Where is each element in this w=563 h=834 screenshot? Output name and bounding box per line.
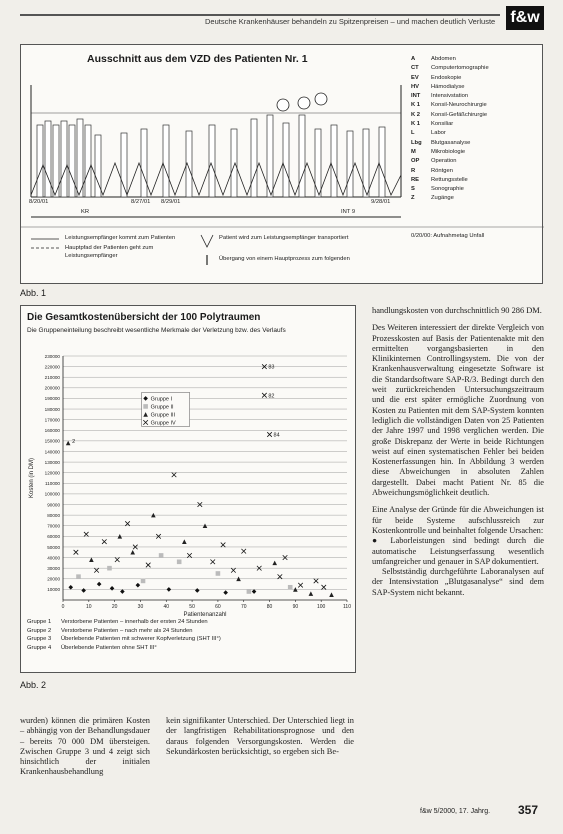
body-column-left — [20, 716, 150, 778]
legend-row — [411, 55, 539, 64]
body-paragraph: handlungskosten von durchschnittlich 90 286 DM. — [372, 306, 542, 315]
y-tick-label: 130000 — [44, 459, 60, 465]
legend-text: Intensivstation — [431, 93, 469, 100]
footer-journal: f&w 5/2000, 17. Jahrg. — [420, 808, 491, 815]
y-tick-label: 70000 — [47, 523, 60, 529]
figure-2-caption: Abb. 2 — [20, 680, 47, 690]
group-note-text: Überlebende Patienten mit schwerer Kopfverletzung (SHT III°) — [61, 636, 221, 642]
legend-row — [411, 92, 539, 101]
x-tick-label: 10 — [86, 604, 92, 610]
point-annotation: 83 — [268, 364, 275, 371]
data-point — [107, 566, 112, 571]
legend-text: Labor — [431, 130, 446, 137]
abbreviation-legend — [411, 55, 539, 204]
axis-date-4: 9/28/01 — [371, 199, 391, 205]
data-point — [110, 586, 115, 591]
data-point — [267, 432, 272, 437]
legend-row — [411, 185, 539, 194]
y-tick-label: 210000 — [44, 375, 60, 381]
group-note — [27, 644, 347, 653]
data-point — [68, 585, 73, 590]
data-point — [141, 579, 146, 584]
x-tick-label: 40 — [163, 604, 170, 610]
running-title: Deutsche Krankenhäuser behandeln zu Spitzenpreisen – und machen deutlich Verluste — [205, 17, 495, 26]
axis-date-1: 8/20/01 — [29, 199, 49, 205]
data-point — [278, 574, 283, 579]
data-point — [84, 532, 89, 537]
data-point — [223, 590, 228, 595]
legend-series-name: Gruppe I — [150, 396, 173, 403]
data-point — [187, 553, 192, 558]
x-tick-label: 80 — [266, 604, 273, 610]
data-point — [241, 549, 246, 554]
clock-icons — [277, 93, 327, 111]
x-tick-label: 0 — [61, 604, 65, 610]
legend-text: Konsil-Neurochirurgie — [431, 102, 487, 109]
axis-date-2: 8/27/01 — [131, 199, 151, 205]
data-point — [221, 543, 226, 548]
legend-text: Endoskopie — [431, 74, 462, 81]
body-column-middle — [166, 716, 354, 757]
group-notes — [27, 618, 347, 652]
legend-row — [411, 83, 539, 92]
x-tick-label: 50 — [189, 604, 195, 610]
legend-text: Abdomen — [431, 56, 456, 62]
data-point — [172, 473, 177, 478]
group-note-label: Gruppe 3 — [27, 636, 52, 642]
legend-row — [411, 157, 539, 166]
legend-text-3: Patient wird zum Leistungsempfänger transportiert — [219, 235, 349, 241]
legend-row — [411, 167, 539, 176]
body-paragraph: Selbstständig durchgeführte Laboranalysen auf der Intensivstation „Blutgasanalyse“ sind dem SAP-System nicht bekannt. — [372, 567, 544, 597]
legend-code: A — [411, 56, 416, 62]
y-tick-label: 60000 — [47, 534, 60, 540]
data-point — [262, 393, 267, 398]
legend-code: EV — [411, 74, 419, 81]
legend-code: OP — [411, 158, 420, 165]
point-annotation: 2 — [72, 438, 76, 445]
legend-code: INT — [411, 93, 421, 100]
legend-code: CT — [411, 65, 419, 72]
y-tick-label: 80000 — [47, 512, 60, 518]
y-tick-label: 30000 — [47, 565, 60, 571]
y-tick-label: 100000 — [44, 491, 60, 497]
data-point — [120, 589, 125, 594]
legend-text: Hämodialyse — [431, 83, 465, 90]
header-rule — [20, 14, 500, 16]
data-point — [309, 591, 314, 596]
body-paragraph: kein signifikanter Unterschied. Der Unterschied liegt in der langfristigen Rehabilitationsprognose und den daraus folgenden Versorgungskosten. Werden die Sekundärkosten berücksichtigt, so ergeben sich Be- — [166, 716, 354, 756]
y-tick-label: 220000 — [44, 364, 60, 370]
legend-text: Konsiliar — [431, 121, 454, 128]
group-note-text: Überlebende Patienten ohne SHT III° — [61, 644, 157, 651]
point-annotation: 84 — [273, 432, 280, 439]
legend-row — [411, 176, 539, 185]
legend-code: L — [411, 130, 415, 137]
legend-row — [411, 120, 539, 129]
legend-text-2: Hauptpfad der Patienten geht zum Leistungsempfänger — [65, 245, 154, 259]
x-tick-label: 60 — [215, 604, 221, 610]
y-tick-label: 170000 — [44, 417, 60, 423]
figure-2-title: Die Gesamtkostenübersicht der 100 Polytraumen — [27, 312, 261, 323]
y-tick-label: 200000 — [44, 385, 60, 391]
data-point — [66, 441, 71, 446]
data-point — [136, 583, 141, 588]
admission-date-note: 0/20/00: Aufnahmetag Unfall — [411, 233, 485, 239]
legend-code: RE — [411, 176, 420, 183]
legend-series-name: Gruppe III — [150, 412, 176, 419]
body-paragraph: ● Laborleistungen sind bedingt durch die automatische Leistungserfassung wesentlich umfangreicher und genauer in SAP dokumentiert. — [372, 536, 544, 566]
legend-text: Röntgen — [431, 167, 453, 174]
x-axis-label: Patientenanzahl — [183, 612, 227, 616]
group-note-label: Gruppe 4 — [27, 644, 52, 651]
data-point — [97, 582, 102, 587]
legend-text-1: Leistungsempfänger kommt zum Patienten — [65, 235, 176, 241]
data-point — [89, 557, 94, 562]
y-tick-label: 120000 — [44, 470, 60, 476]
data-point — [94, 568, 99, 573]
group-note — [27, 618, 347, 627]
data-point — [146, 563, 151, 568]
data-point — [125, 521, 130, 526]
x-tick-label: 100 — [317, 604, 326, 610]
segment-label-int: INT 9 — [341, 209, 356, 215]
legend-row — [411, 129, 539, 138]
legend-row — [411, 101, 539, 110]
legend-code: K 2 — [411, 111, 421, 118]
legend-row — [411, 111, 539, 120]
legend-text: Konsil-Gefäßchirurgie — [431, 111, 488, 118]
figure-2-subtitle: Die Gruppeneinteilung beschreibt wesentliche Merkmale der Verletzung bzw. des Verlaufs — [27, 327, 286, 334]
y-tick-label: 90000 — [47, 502, 60, 508]
legend-row — [411, 148, 539, 157]
group-note-label: Gruppe 2 — [27, 627, 52, 634]
data-point — [74, 550, 79, 555]
point-annotation: 82 — [268, 393, 275, 400]
x-tick-label: 90 — [292, 604, 299, 610]
legend-text: Operation — [431, 158, 457, 165]
group-note-text: Verstorbene Patienten – innerhalb der ersten 24 Stunden — [61, 619, 208, 625]
legend-code: S — [411, 186, 415, 193]
page-number: 357 — [518, 803, 539, 817]
x-tick-label: 20 — [111, 604, 118, 610]
y-tick-label: 160000 — [44, 428, 60, 434]
legend-text: Computertomographie — [431, 65, 489, 72]
data-point — [247, 589, 252, 594]
legend-code: R — [411, 167, 416, 174]
data-point — [159, 553, 164, 558]
y-axis-label: Kosten (in DM) — [29, 457, 35, 499]
axis-date-3: 8/29/01 — [161, 199, 181, 205]
y-tick-label: 180000 — [44, 406, 60, 412]
data-point — [321, 585, 326, 590]
segment-label-kr: KR — [81, 209, 90, 215]
data-point — [210, 560, 215, 565]
legend-text: Mikrobiologie — [431, 148, 466, 155]
x-tick-label: 30 — [137, 604, 144, 610]
data-point — [177, 560, 182, 565]
legend-series-name: Gruppe II — [150, 404, 174, 411]
legend-code: M — [411, 148, 416, 155]
y-tick-label: 230000 — [44, 353, 60, 359]
data-point — [252, 589, 257, 594]
y-tick-label: 140000 — [44, 449, 60, 455]
data-point — [298, 583, 303, 588]
figure-1-caption: Abb. 1 — [20, 288, 47, 298]
legend-row — [411, 139, 539, 148]
data-point — [182, 539, 187, 544]
group-note — [27, 627, 347, 636]
data-point — [76, 574, 81, 579]
y-tick-label: 50000 — [47, 544, 60, 550]
figure-1-title: Ausschnitt aus dem VZD des Patienten Nr. 1 — [87, 53, 308, 65]
process-bars — [37, 115, 385, 197]
y-tick-label: 20000 — [47, 576, 60, 582]
journal-logo: f&w — [506, 6, 544, 30]
y-tick-label: 40000 — [47, 555, 60, 561]
legend-code: Lbg — [411, 139, 422, 146]
legend-text: Sonographie — [431, 186, 464, 193]
x-tick-label: 70 — [240, 604, 247, 610]
y-tick-label: 110000 — [45, 481, 60, 487]
cost-scatter-chart — [21, 306, 357, 616]
body-paragraph: Des Weiteren interessiert der direkte Vergleich von Prozesskosten auf Basis der Patientenakte mit den ermittelten vorgangsbasierten in den Klinikinternen Controllingsystem. Die von der Krankenhausverwaltung eingesetzte Software ist die Standardsoftware SAP-R/3. Bedingt durch den weit zurückreichenden Untersuchungszeitraum und die erst später ermögliche Zuordnung von Kosten zu Patienten mit dem SAP-System konnten lediglich die vollständigen Daten von 25 Patienten der Jahre 1997 und 1998 verglichen werden. Die große Diskrepanz der Werte in beide Richtungen weist auf einen systematischen Fehler bei beiden Kostenerfassungen hin. In Abbildung 3 werden diese Abweichungen in absoluten Zahlen dargestellt. Dabei macht Patient Nr. 85 die Abweichungsmöglichkeit deutlich. — [372, 323, 544, 498]
legend-text: Blutgasanalyse — [431, 139, 471, 146]
group-note-label: Gruppe 1 — [27, 619, 52, 625]
group-note — [27, 635, 347, 644]
data-point — [314, 579, 319, 584]
figure-1 — [20, 44, 543, 284]
legend-row — [411, 64, 539, 73]
x-tick-label: 110 — [343, 604, 351, 610]
data-point — [130, 550, 135, 555]
data-point — [329, 592, 334, 597]
body-paragraph: Eine Analyse der Gründe für die Abweichungen ist für beide Systeme aufschlussreich zur Kostenkontrolle und beinhaltet folgende Ursachen: — [372, 505, 544, 535]
body-paragraph: wurden) können die primären Kosten – abhängig von der Behandlungsdauer – bereits 70 000 DM übersteigen. Zwischen Gruppe 3 und 4 zeigt sich hinsichtlich der initialen Krankenhausbehandlung — [20, 716, 150, 777]
data-point — [102, 539, 107, 544]
legend-row — [411, 194, 539, 203]
data-point — [167, 587, 172, 592]
legend-marker — [143, 404, 148, 409]
legend-code: K 1 — [411, 102, 421, 109]
data-point — [231, 568, 236, 573]
data-point — [272, 561, 277, 566]
legend-v-glyph — [201, 235, 213, 247]
legend-text: Rettungsstelle — [431, 176, 468, 183]
legend-code: HV — [411, 83, 420, 90]
legend-code: Z — [411, 195, 415, 202]
data-point — [115, 557, 120, 562]
data-point — [216, 571, 221, 576]
data-point — [288, 585, 293, 590]
legend-text-4: Übergang von einem Hauptprozess zum folgenden — [219, 256, 350, 262]
data-point — [195, 588, 200, 593]
legend-row — [411, 74, 539, 83]
legend-series-name: Gruppe IV — [150, 420, 176, 427]
group-note-text: Verstorbene Patienten – nach mehr als 24 Stunden — [61, 627, 193, 634]
legend-code: K 1 — [411, 121, 421, 128]
y-tick-label: 150000 — [44, 438, 60, 444]
body-column-right — [372, 306, 544, 598]
legend-text: Zugänge — [431, 195, 454, 202]
y-tick-label: 190000 — [44, 396, 60, 402]
data-point — [81, 588, 86, 593]
figure-2 — [20, 305, 356, 673]
y-tick-label: 10000 — [47, 587, 60, 593]
